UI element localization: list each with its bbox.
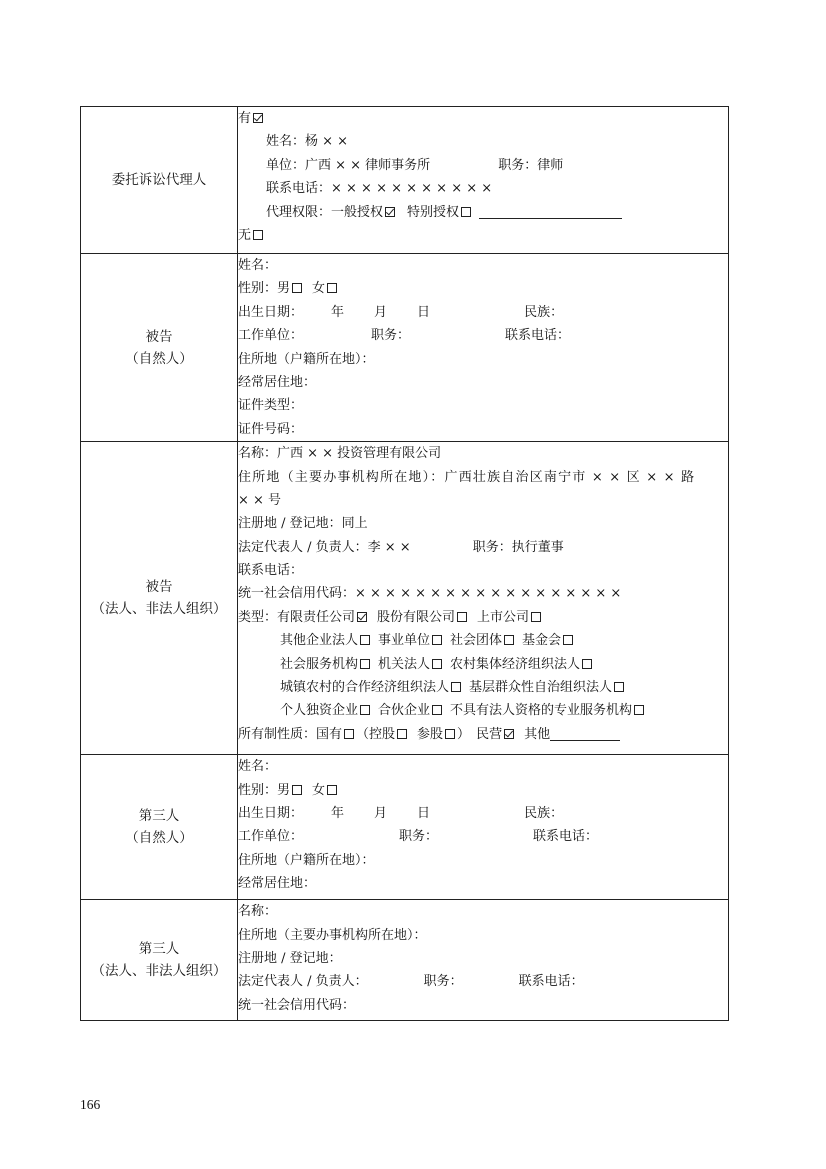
- agent-has-checkbox[interactable]: [253, 113, 263, 123]
- defendant-person-content: [238, 254, 729, 442]
- tp-birth: 出生日期：: [238, 805, 304, 821]
- do-public-inst-checkbox[interactable]: [432, 635, 442, 645]
- do-listed-label: 上市公司: [477, 609, 530, 625]
- page-number: 166: [80, 1097, 101, 1112]
- do-holding-label: （控股: [356, 726, 396, 742]
- defendant-person-row: [81, 254, 729, 442]
- do-private-label: 民营: [476, 726, 503, 742]
- agent-special-label: 特别授权: [407, 204, 460, 220]
- do-sole-label: 个人独资企业: [280, 703, 359, 719]
- defendant-org-sublabel: （法人、非法人组织）: [91, 601, 227, 618]
- do-joint-stock-checkbox[interactable]: [457, 612, 467, 622]
- dp-work-unit: 工作单位：: [238, 328, 304, 344]
- third-person-sublabel: （自然人）: [125, 830, 193, 847]
- do-grassroots-label: 基层群众性自治组织法人: [469, 680, 613, 696]
- do-holding-checkbox[interactable]: [397, 729, 407, 739]
- tp-female-label: 女: [312, 782, 326, 798]
- do-listed-checkbox[interactable]: [531, 612, 541, 622]
- do-coop-checkbox[interactable]: [451, 682, 461, 692]
- tp-ethnicity: 民族：: [524, 805, 564, 821]
- tp-position: 职务：: [399, 829, 439, 845]
- third-person-label: 第三人: [138, 808, 180, 825]
- do-llc-checkbox[interactable]: [357, 612, 367, 622]
- dp-male-checkbox[interactable]: [292, 283, 302, 293]
- tp-gender: 性别：男: [238, 782, 291, 798]
- do-credit-code: 统一社会信用代码：× × × × × × × × × × × × × × × × × ×: [238, 586, 622, 602]
- tp-year: 年: [331, 805, 345, 821]
- do-social-service-label: 社会服务机构: [280, 656, 359, 672]
- defendant-org-label-cell: [81, 442, 238, 755]
- defendant-person-label-cell: [81, 254, 238, 442]
- dp-phone: 联系电话：: [505, 328, 571, 344]
- do-professional-label: 不具有法人资格的专业服务机构: [450, 703, 633, 719]
- do-phone: 联系电话：: [238, 563, 304, 579]
- dp-id-number: 证件号码：: [238, 421, 304, 437]
- do-other-blank[interactable]: [550, 726, 620, 741]
- defendant-org-row: [81, 442, 729, 755]
- do-sole-checkbox[interactable]: [360, 705, 370, 715]
- do-position: 职务：执行董事: [472, 539, 564, 555]
- agent-has-label: 有: [238, 111, 252, 126]
- defendant-person-label: 被告: [145, 328, 173, 345]
- dp-year: 年: [331, 304, 345, 320]
- agent-unit: 单位：广西 × × 律师事务所: [266, 157, 431, 173]
- do-public-inst-label: 事业单位: [378, 633, 431, 649]
- tp-name: 姓名：: [238, 759, 278, 775]
- third-org-label-cell: [81, 900, 238, 1021]
- do-partnership-label: 合伙企业: [378, 703, 431, 719]
- tp-residence: 经常居住地：: [238, 876, 317, 892]
- tp-female-checkbox[interactable]: [327, 785, 337, 795]
- to-credit-code: 统一社会信用代码：: [238, 997, 356, 1013]
- do-type-label: 类型：有限责任公司: [238, 609, 356, 625]
- dp-day: 日: [417, 304, 431, 320]
- tp-phone: 联系电话：: [533, 829, 599, 845]
- tp-domicile: 住所地（户籍所在地）：: [238, 852, 375, 868]
- defendant-person-sublabel: （自然人）: [125, 350, 193, 367]
- complaint-form-table: [80, 106, 729, 1021]
- agent-general-checkbox[interactable]: [385, 207, 395, 217]
- to-position: 职务：: [423, 974, 463, 990]
- defendant-org-label: 被告: [145, 579, 173, 596]
- do-joint-stock-label: 股份有限公司: [377, 609, 456, 625]
- to-registered: 注册地 / 登记地：: [238, 950, 342, 966]
- do-close-paren: ）: [457, 726, 471, 742]
- to-representative: 法定代表人 / 负责人：: [238, 974, 368, 990]
- do-government-label: 机关法人: [378, 656, 431, 672]
- do-foundation-label: 基金会: [522, 633, 562, 649]
- third-org-label: 第三人: [138, 941, 180, 958]
- do-social-group-checkbox[interactable]: [504, 635, 514, 645]
- do-ownership-label: 所有制性质：国有: [238, 726, 343, 742]
- to-name: 名称：: [238, 904, 278, 920]
- dp-name: 姓名：: [238, 258, 278, 273]
- agent-special-checkbox[interactable]: [461, 207, 471, 217]
- third-org-content: [238, 900, 729, 1021]
- do-government-checkbox[interactable]: [432, 659, 442, 669]
- dp-position: 职务：: [371, 328, 411, 344]
- agent-none-label: 无: [238, 227, 252, 243]
- to-phone: 联系电话：: [518, 974, 584, 990]
- dp-female-label: 女: [312, 281, 326, 297]
- do-other-label: 其他: [524, 726, 551, 742]
- do-social-service-checkbox[interactable]: [360, 659, 370, 669]
- third-person-label-cell: [81, 755, 238, 900]
- dp-gender: 性别：男: [238, 281, 291, 297]
- do-representative: 法定代表人 / 负责人：李 × ×: [238, 539, 411, 555]
- agent-label: 委托诉讼代理人: [111, 172, 207, 188]
- do-other-corp-label: 其他企业法人: [280, 633, 359, 649]
- tp-work-unit: 工作单位：: [238, 829, 304, 845]
- dp-ethnicity: 民族：: [524, 304, 564, 320]
- do-rural-checkbox[interactable]: [582, 659, 592, 669]
- third-org-row: [81, 900, 729, 1021]
- do-partnership-checkbox[interactable]: [432, 705, 442, 715]
- agent-phone: 联系电话：× × × × × × × × × × ×: [266, 181, 493, 197]
- agent-content: [238, 107, 729, 254]
- dp-female-checkbox[interactable]: [327, 283, 337, 293]
- agent-none-checkbox[interactable]: [253, 230, 263, 240]
- third-person-content: [238, 755, 729, 900]
- do-participating-checkbox[interactable]: [445, 729, 455, 739]
- tp-month: 月: [374, 805, 388, 821]
- agent-special-blank[interactable]: [479, 204, 622, 219]
- do-address-cont: × × 号: [238, 492, 282, 508]
- do-registered: 注册地 / 登记地：同上: [238, 516, 368, 532]
- agent-position: 职务：律师: [498, 157, 564, 173]
- do-rural-label: 农村集体经济组织法人: [450, 656, 581, 672]
- dp-residence: 经常居住地：: [238, 374, 317, 390]
- do-professional-checkbox[interactable]: [634, 705, 644, 715]
- do-foundation-checkbox[interactable]: [563, 635, 573, 645]
- agent-row: [81, 107, 729, 254]
- third-org-sublabel: （法人、非法人组织）: [91, 963, 227, 980]
- to-address: 住所地（主要办事机构所在地）：: [238, 927, 427, 943]
- dp-month: 月: [374, 304, 388, 320]
- third-person-row: [81, 755, 729, 900]
- do-name: 名称：广西 × × 投资管理有限公司: [238, 446, 442, 462]
- do-grassroots-checkbox[interactable]: [614, 682, 624, 692]
- defendant-org-content: [238, 442, 729, 755]
- do-other-corp-checkbox[interactable]: [360, 635, 370, 645]
- do-private-checkbox[interactable]: [504, 729, 514, 739]
- do-participating-label: 参股: [417, 726, 444, 742]
- tp-male-checkbox[interactable]: [292, 785, 302, 795]
- do-state-checkbox[interactable]: [344, 729, 354, 739]
- dp-birth: 出生日期：: [238, 304, 304, 320]
- do-address: 住所地（主要办事机构所在地）：广西壮族自治区南宁市 × × 区 × × 路: [238, 469, 696, 485]
- dp-domicile: 住所地（户籍所在地）：: [238, 351, 375, 367]
- do-coop-label: 城镇农村的合作经济组织法人: [280, 680, 450, 696]
- tp-day: 日: [417, 805, 431, 821]
- agent-name: 姓名：杨 × ×: [266, 134, 349, 150]
- dp-id-type: 证件类型：: [238, 398, 304, 414]
- do-social-group-label: 社会团体: [450, 633, 503, 649]
- agent-label-cell: [81, 107, 238, 254]
- agent-scope-label: 代理权限：一般授权: [266, 204, 384, 220]
